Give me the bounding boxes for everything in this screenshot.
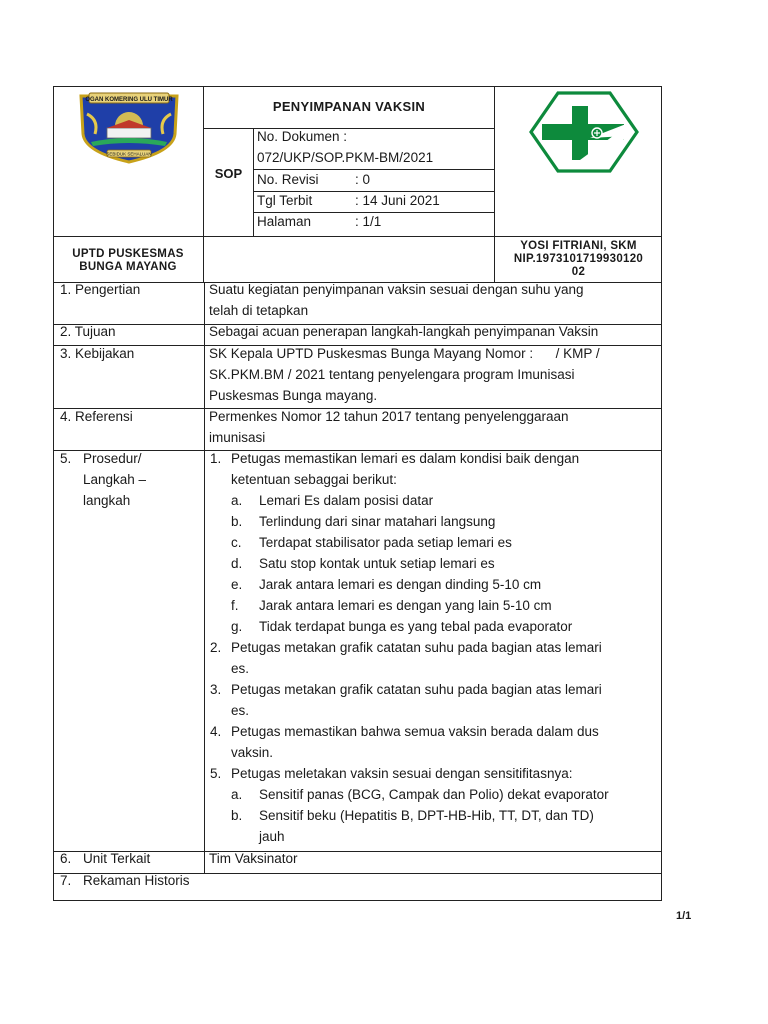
substep-text: jauh	[259, 829, 285, 844]
page-count-label: Halaman	[257, 214, 312, 229]
substep-text: Terdapat stabilisator pada setiap lemari es	[259, 535, 512, 550]
prosedur-label-number: 5.	[60, 451, 72, 466]
regency-motto-text: SEBIDUK SEHALUAN	[106, 151, 152, 157]
referensi-text-line-2: imunisasi	[209, 430, 266, 445]
pengertian-text-line-1: Suatu kegiatan penyimpanan vaksin sesuai dengan suhu yang	[209, 282, 584, 297]
revision-value: : 0	[355, 172, 371, 187]
substep-text: Sensitif panas (BCG, Campak dan Polio) dekat evaporator	[259, 787, 609, 802]
page-count-cell	[254, 213, 494, 236]
issue-date-value: : 14 Juni 2021	[355, 193, 440, 208]
unit-label-number: 6.	[60, 851, 72, 866]
regency-logo	[77, 90, 181, 164]
issue-date-label: Tgl Terbit	[257, 193, 313, 208]
left-logo-cell	[53, 86, 204, 236]
kebijakan-text-line-1: SK Kepala UPTD Puskesmas Bunga Mayang Nomor : / KMP /	[209, 346, 600, 361]
puskesmas-cross-icon	[528, 90, 640, 174]
right-logo-cell	[494, 86, 662, 236]
step-number: 4.	[210, 724, 222, 739]
substep-letter: e.	[231, 577, 243, 592]
organization-line-2: BUNGA MAYANG	[79, 261, 177, 273]
unit-value: Tim Vaksinator	[209, 851, 298, 866]
document-title: PENYIMPANAN VAKSIN	[272, 99, 426, 114]
pengertian-text-line-2: telah di tetapkan	[209, 303, 309, 318]
issue-date-cell	[254, 192, 494, 213]
substep-letter: d.	[231, 556, 243, 571]
prosedur-label-line-3: langkah	[83, 493, 131, 508]
unit-label: Unit Terkait	[83, 851, 151, 866]
step-text: vaksin.	[231, 745, 274, 760]
substep-text: Sensitif beku (Hepatitis B, DPT-HB-Hib, TT, DT, dan TD)	[259, 808, 594, 823]
doc-number-label: No. Dokumen :	[257, 129, 348, 144]
step-text: Petugas metakan grafik catatan suhu pada bagian atas lemari	[231, 640, 602, 655]
step-text: Petugas meletakan vaksin sesuai dengan sensitifitasnya:	[231, 766, 573, 781]
substep-text: Jarak antara lemari es dengan dinding 5-10 cm	[259, 577, 542, 592]
revision-label: No. Revisi	[257, 172, 319, 187]
step-text: es.	[231, 661, 250, 676]
signer-nip-line-2: 02	[571, 266, 586, 278]
pengertian-label: 1. Pengertian	[60, 282, 141, 297]
substep-text: Satu stop kontak untuk setiap lemari es	[259, 556, 495, 571]
step-text: Petugas memastikan lemari es dalam kondisi baik dengan	[231, 451, 580, 466]
tujuan-label: 2. Tujuan	[60, 324, 116, 339]
step-text: Petugas metakan grafik catatan suhu pada bagian atas lemari	[231, 682, 602, 697]
rekaman-label: Rekaman Historis	[83, 873, 190, 888]
referensi-label: 4. Referensi	[60, 409, 133, 424]
sop-label: SOP	[214, 166, 243, 181]
page-count-value: : 1/1	[355, 214, 382, 229]
title-cell	[204, 86, 494, 129]
signer-cell	[494, 236, 662, 282]
doc-number-value: 072/UKP/SOP.PKM-BM/2021	[257, 150, 434, 165]
organization-line-1: UPTD PUSKESMAS	[72, 248, 184, 260]
doc-number-cell	[254, 129, 494, 170]
step-text: Petugas memastikan bahwa semua vaksin berada dalam dus	[231, 724, 599, 739]
regency-banner-text: OGAN KOMERING ULU TIMUR	[85, 97, 173, 103]
kebijakan-text-line-3: Puskesmas Bunga mayang.	[209, 388, 378, 403]
signer-nip-line-1: NIP.1973101719930120	[513, 253, 644, 265]
substep-letter: a.	[231, 493, 243, 508]
blank-cell	[204, 236, 494, 282]
signer-name: YOSI FITRIANI, SKM	[520, 240, 637, 252]
step-number: 2.	[210, 640, 222, 655]
substep-text: Tidak terdapat bunga es yang tebal pada evaporator	[259, 619, 573, 634]
page-number: 1/1	[676, 910, 692, 922]
sop-cell	[204, 129, 254, 236]
step-number: 1.	[210, 451, 222, 466]
prosedur-label-line-1: Prosedur/	[83, 451, 142, 466]
substep-text: Jarak antara lemari es dengan yang lain 5-10 cm	[259, 598, 552, 613]
substep-letter: a.	[231, 787, 243, 802]
step-text: es.	[231, 703, 250, 718]
puskesmas-logo	[528, 90, 640, 174]
column-divider	[204, 282, 205, 874]
rekaman-label-number: 7.	[60, 873, 72, 888]
tujuan-text: Sebagai acuan penerapan langkah-langkah penyimpanan Vaksin	[209, 324, 599, 339]
step-number: 5.	[210, 766, 222, 781]
substep-letter: c.	[231, 535, 242, 550]
substep-letter: b.	[231, 808, 243, 823]
substep-letter: b.	[231, 514, 243, 529]
regency-emblem-icon	[77, 90, 181, 164]
prosedur-label-line-2: Langkah –	[83, 472, 147, 487]
kebijakan-text-line-2: SK.PKM.BM / 2021 tentang penyelengara program Imunisasi	[209, 367, 575, 382]
substep-text: Lemari Es dalam posisi datar	[259, 493, 434, 508]
step-text: ketentuan sebaggai berikut:	[231, 472, 397, 487]
kebijakan-label: 3. Kebijakan	[60, 346, 135, 361]
revision-cell	[254, 170, 494, 192]
referensi-text-line-1: Permenkes Nomor 12 tahun 2017 tentang penyelenggaraan	[209, 409, 569, 424]
organization-cell	[53, 236, 204, 282]
substep-letter: f.	[231, 598, 239, 613]
substep-text: Terlindung dari sinar matahari langsung	[259, 514, 496, 529]
step-number: 3.	[210, 682, 222, 697]
substep-letter: g.	[231, 619, 243, 634]
